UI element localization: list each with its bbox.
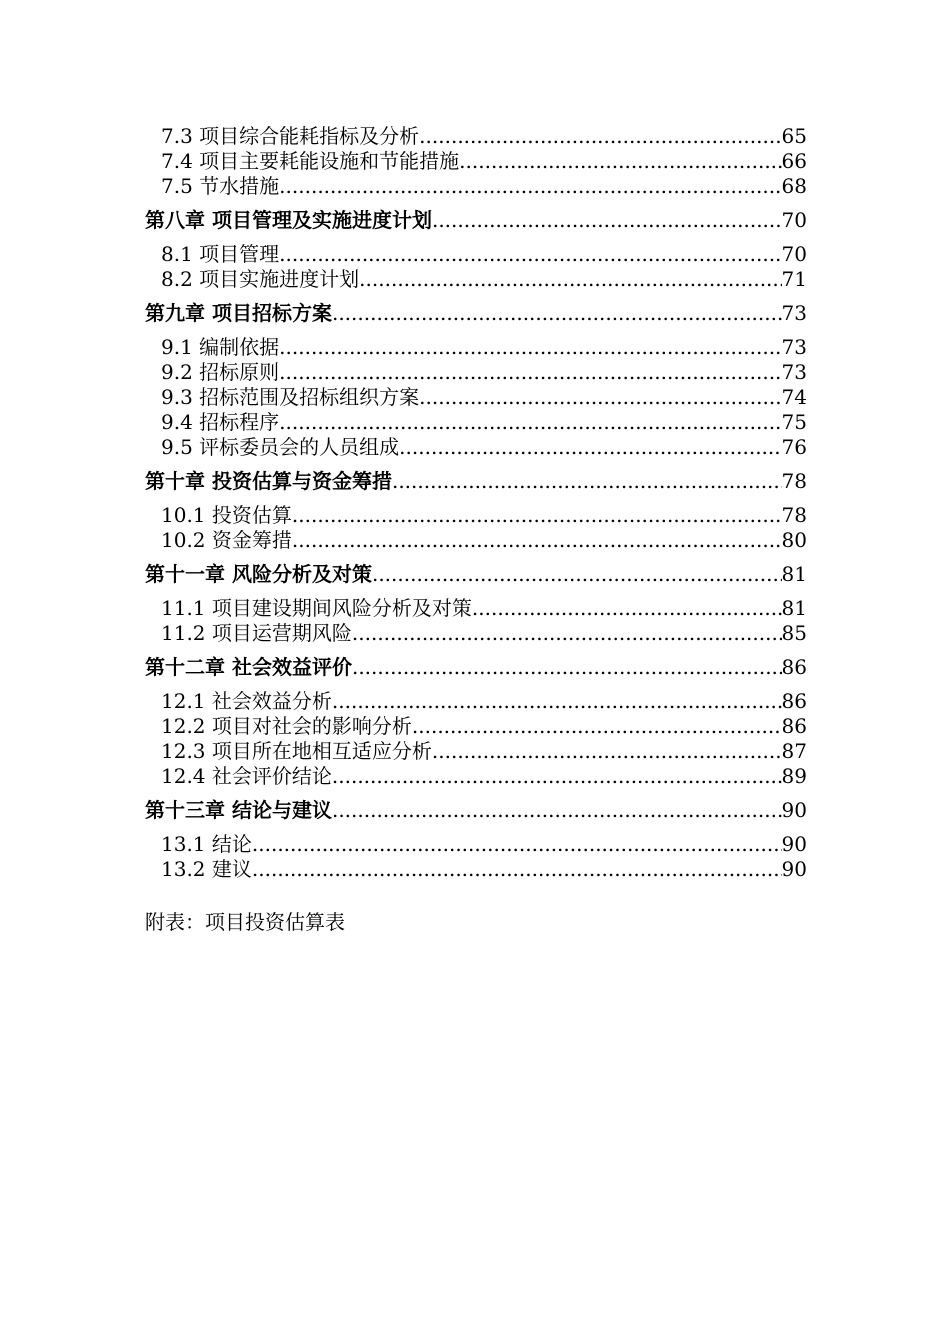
toc-chapter-title: 第十二章 社会效益评价 (145, 655, 352, 679)
toc-leader-dots (292, 528, 782, 553)
toc-page-number: 86 (781, 714, 807, 738)
toc-chapter-9[interactable] (145, 301, 807, 326)
toc-entry-title: 7.5 节水措施 (161, 174, 280, 198)
toc-entry-title: 7.3 项目综合能耗指标及分析 (161, 124, 420, 148)
toc-page-number: 87 (781, 739, 807, 763)
toc-page-number: 66 (781, 149, 807, 173)
toc-page-number: 90 (781, 832, 807, 856)
toc-page-number: 65 (781, 124, 807, 148)
toc-chapter-8[interactable] (145, 208, 807, 233)
toc-entry-title: 9.2 招标原则 (161, 360, 280, 384)
toc-leader-dots (372, 562, 782, 587)
toc-leader-dots (332, 764, 782, 789)
toc-leader-dots (279, 410, 781, 435)
toc-entry-title: 9.4 招标程序 (161, 410, 280, 434)
toc-leader-dots (279, 360, 781, 385)
toc-entry-title: 9.5 评标委员会的人员组成 (161, 435, 400, 459)
toc-leader-dots (279, 335, 781, 360)
toc-leader-dots (292, 503, 782, 528)
toc-entry-11-2[interactable] (145, 621, 807, 646)
toc-leader-dots (432, 208, 782, 233)
toc-leader-dots (279, 174, 781, 199)
toc-leader-dots (419, 124, 781, 149)
toc-leader-dots (359, 267, 781, 292)
toc-leader-dots (459, 149, 781, 174)
toc-page-number: 68 (781, 174, 807, 198)
toc-leader-dots (332, 301, 782, 326)
toc-entry-title: 12.2 项目对社会的影响分析 (161, 714, 412, 738)
toc-entry-9-2[interactable] (145, 360, 807, 385)
toc-page-number: 73 (781, 360, 807, 384)
toc-entry-title: 12.1 社会效益分析 (161, 689, 332, 713)
toc-entry-11-1[interactable] (145, 596, 807, 621)
toc-entry-12-1[interactable] (145, 689, 807, 714)
toc-page-number: 81 (781, 596, 807, 620)
toc-entry-title: 13.1 结论 (161, 832, 252, 856)
toc-page-number: 90 (781, 857, 807, 881)
toc-entry-title: 7.4 项目主要耗能设施和节能措施 (161, 149, 460, 173)
toc-chapter-title: 第八章 项目管理及实施进度计划 (145, 208, 432, 232)
toc-entry-title: 9.3 招标范围及招标组织方案 (161, 385, 420, 409)
toc-leader-dots (352, 655, 782, 680)
toc-page-number: 80 (781, 528, 807, 552)
toc-leader-dots (332, 798, 782, 823)
toc-page-number: 70 (781, 242, 807, 266)
toc-entry-13-1[interactable] (145, 832, 807, 857)
toc-entry-12-2[interactable] (145, 714, 807, 739)
toc-entry-12-3[interactable] (145, 739, 807, 764)
toc-chapter-10[interactable] (145, 469, 807, 494)
toc-leader-dots (432, 739, 782, 764)
toc-entry-7-3[interactable] (145, 124, 807, 149)
toc-entry-9-5[interactable] (145, 435, 807, 460)
toc-page-number: 78 (781, 469, 807, 493)
toc-leader-dots (392, 469, 782, 494)
toc-entry-title: 11.2 项目运营期风险 (161, 621, 352, 645)
toc-page-number: 85 (781, 621, 807, 645)
toc-entry-title: 10.1 投资估算 (161, 503, 292, 527)
toc-entry-title: 9.1 编制依据 (161, 335, 280, 359)
toc-page-number: 73 (781, 335, 807, 359)
toc-leader-dots (252, 832, 782, 857)
toc-leader-dots (352, 621, 782, 646)
toc-chapter-title: 第十三章 结论与建议 (145, 798, 332, 822)
toc-page-number: 78 (781, 503, 807, 527)
toc-entry-title: 12.4 社会评价结论 (161, 764, 332, 788)
toc-entry-13-2[interactable] (145, 857, 807, 882)
toc-entry-10-2[interactable] (145, 528, 807, 553)
toc-page-number: 74 (781, 385, 807, 409)
toc-chapter-12[interactable] (145, 655, 807, 680)
toc-chapter-title: 第十章 投资估算与资金筹措 (145, 469, 392, 493)
toc-leader-dots (332, 689, 782, 714)
toc-entry-title: 8.1 项目管理 (161, 242, 280, 266)
toc-page-number: 89 (781, 764, 807, 788)
toc-entry-10-1[interactable] (145, 503, 807, 528)
toc-entry-9-1[interactable] (145, 335, 807, 360)
toc-page-number: 70 (781, 208, 807, 232)
toc-page-number: 86 (781, 655, 807, 679)
toc-entry-9-4[interactable] (145, 410, 807, 435)
toc-page-number: 76 (781, 435, 807, 459)
toc-leader-dots (252, 857, 782, 882)
toc-page-number: 86 (781, 689, 807, 713)
toc-page-number: 90 (781, 798, 807, 822)
appendix-note: 附表：项目投资估算表 (145, 910, 345, 934)
toc-leader-dots (419, 385, 781, 410)
toc-entry-title: 8.2 项目实施进度计划 (161, 267, 360, 291)
toc-entry-title: 10.2 资金筹措 (161, 528, 292, 552)
toc-chapter-11[interactable] (145, 562, 807, 587)
toc-entry-title: 11.1 项目建设期间风险分析及对策 (161, 596, 472, 620)
toc-entry-7-5[interactable] (145, 174, 807, 199)
toc-entry-7-4[interactable] (145, 149, 807, 174)
toc-page-number: 73 (781, 301, 807, 325)
toc-leader-dots (399, 435, 781, 460)
toc-page-number: 81 (781, 562, 807, 586)
toc-entry-8-1[interactable] (145, 242, 807, 267)
toc-page-number: 71 (781, 267, 807, 291)
toc-entry-title: 12.3 项目所在地相互适应分析 (161, 739, 432, 763)
toc-entry-8-2[interactable] (145, 267, 807, 292)
toc-entry-12-4[interactable] (145, 764, 807, 789)
toc-chapter-title: 第九章 项目招标方案 (145, 301, 332, 325)
toc-chapter-13[interactable] (145, 798, 807, 823)
toc-leader-dots (472, 596, 782, 621)
toc-entry-9-3[interactable] (145, 385, 807, 410)
toc-chapter-title: 第十一章 风险分析及对策 (145, 562, 372, 586)
toc-entry-title: 13.2 建议 (161, 857, 252, 881)
table-of-contents (145, 124, 807, 882)
toc-page-number: 75 (781, 410, 807, 434)
toc-leader-dots (279, 242, 781, 267)
toc-leader-dots (412, 714, 782, 739)
